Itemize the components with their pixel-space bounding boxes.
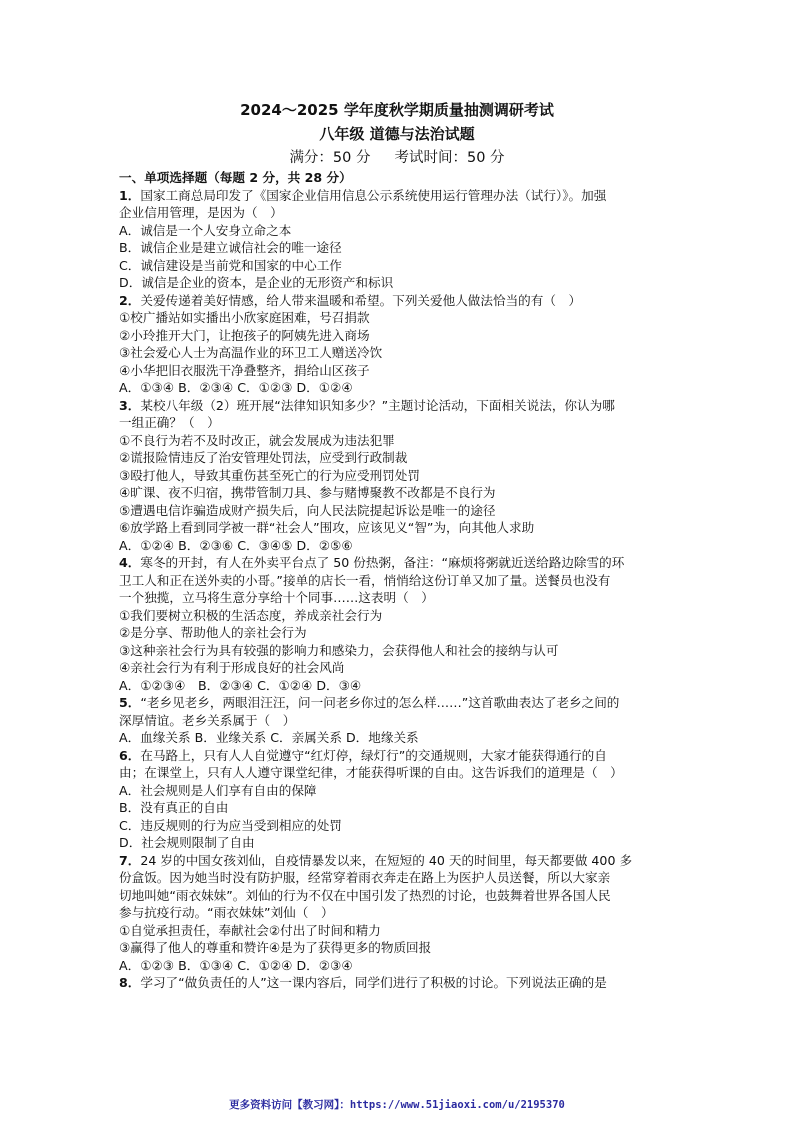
line-text: D．社会规则限制了自由 — [119, 835, 255, 850]
line-text: ③殴打他人，导致其重伤甚至死亡的行为应受刑罚处罚 — [119, 467, 420, 483]
text-line — [119, 432, 681, 450]
line-text: ③赢得了他人的尊重和赞许④是为了获得更多的物质回报 — [119, 940, 432, 955]
line-text: ④旷课、夜不归宿，携带管制刀具、参与赌博聚教不改都是不良行为 — [119, 485, 496, 500]
line-text: 由；在课堂上，只有人人遵守课堂纪律，才能获得听课的自由。这告诉我们的道理是（ ） — [119, 765, 623, 780]
text-line — [119, 869, 681, 887]
line-text: 企业信用管理，是因为（ ） — [119, 205, 283, 220]
text-line — [119, 362, 681, 380]
line-text: 国家工商总局印发了《国家企业信用信息公示系统使用运行管理办法（试行）》。加强 — [140, 187, 607, 203]
line-text: 参与抗疫行动。“雨衣妹妹”刘仙（ ） — [119, 905, 334, 920]
question-body — [119, 169, 681, 992]
text-line — [119, 974, 681, 992]
line-text: B．没有真正的自由 — [119, 800, 229, 815]
text-line — [119, 537, 681, 555]
line-text: ②小玲推开大门，让抱孩子的阿姨先进入商场 — [119, 327, 370, 343]
text-line — [119, 572, 681, 590]
text-line — [119, 729, 681, 747]
text-line — [119, 957, 681, 975]
line-text: 份盒饭。因为她当时没有防护服，经常穿着雨衣奔走在路上为医护人员送餐，所以大家亲 — [119, 870, 611, 885]
text-line — [119, 257, 681, 275]
text-line — [119, 327, 681, 345]
text-line — [119, 344, 681, 362]
text-line — [119, 834, 681, 852]
text-line — [119, 607, 681, 625]
line-text: A．①③④ B．②③④ C．①②③ D．①②④ — [119, 380, 353, 395]
line-text: D．诚信是企业的资本，是企业的无形资产和标识 — [119, 275, 394, 290]
text-line — [119, 484, 681, 502]
text-line — [119, 764, 681, 782]
line-text: C．违反规则的行为应当受到相应的处罚 — [119, 817, 342, 833]
line-text: ①不良行为若不及时改正，就会发展成为违法犯罪 — [119, 432, 395, 448]
line-text: A．①②④ B．②③⑥ C．③④⑤ D．②⑤⑥ — [119, 537, 353, 553]
line-text: 卫工人和正在送外卖的小哥。”接单的店长一看，悄悄给这份订单又加了量。送餐员也没有 — [119, 572, 611, 588]
text-line — [119, 939, 681, 957]
question-number: 8． — [119, 975, 141, 990]
text-line — [119, 292, 681, 310]
question-number: 4． — [119, 555, 141, 570]
exam-title: 2024～2025 学年度秋学期质量抽测调研考试 — [240, 101, 554, 119]
line-text: A．血缘关系 B．业缘关系 C．亲属关系 D．地缘关系 — [119, 730, 419, 745]
text-line — [119, 274, 681, 292]
exam-time: 考试时间：50 分 — [394, 150, 505, 166]
text-line — [119, 624, 681, 642]
line-text: A．①②③④ B．②③④ C．①②④ D．③④ — [119, 677, 362, 693]
text-line — [119, 414, 681, 432]
text-line — [119, 677, 681, 695]
text-line — [119, 817, 681, 835]
exam-info — [0, 148, 794, 168]
text-line — [119, 904, 681, 922]
line-text: ②是分享、帮助他人的亲社会行为 — [119, 625, 307, 640]
line-text: ①自觉承担责任，奉献社会②付出了时间和精力 — [119, 922, 381, 938]
question-number: 6． — [119, 747, 141, 763]
line-text: 关爱传递着美好情感，给人带来温暖和希望。下列关爱他人做法恰当的有（ ） — [140, 292, 582, 308]
line-text: ④亲社会行为有利于形成良好的社会风尚 — [119, 660, 345, 675]
text-line — [119, 397, 681, 415]
line-text: 24 岁的中国女孩刘仙，自疫情暴发以来，在短短的 40 天的时间里，每天都要做 400 多 — [140, 852, 633, 868]
question-number: 7． — [119, 852, 141, 868]
line-text: ③社会爱心人士为高温作业的环卫工人赠送冷饮 — [119, 345, 383, 360]
line-text: A．社会规则是人们享有自由的保障 — [119, 782, 317, 798]
exam-subtitle: 八年级 道德与法治试题 — [319, 125, 475, 143]
line-text: ②谎报险情违反了治安管理处罚法，应受到行政制裁 — [119, 450, 408, 465]
line-text: ⑥放学路上看到同学被一群“社会人”围攻，应该见义“智”为，向其他人求助 — [119, 520, 535, 535]
question-number: 5． — [119, 695, 141, 710]
text-line — [119, 187, 681, 205]
text-line — [119, 799, 681, 817]
text-line — [119, 642, 681, 660]
line-text: 一组正确？（ ） — [119, 415, 220, 430]
text-line — [119, 502, 681, 520]
line-text: “老乡见老乡，两眼泪汪汪，问一问老乡你过的怎么样……”这首歌曲表达了老乡之间的 — [140, 695, 620, 710]
line-text: B．诚信企业是建立诚信社会的唯一途径 — [119, 240, 342, 255]
text-line — [119, 712, 681, 730]
line-text: 一个独揽，立马将生意分享给十个同事……这表明（ ） — [119, 590, 434, 605]
line-text: ③这种亲社会行为具有较强的影响力和感染力，会获得他人和社会的接纳与认可 — [119, 642, 559, 658]
text-line — [119, 659, 681, 677]
question-number: 2． — [119, 292, 141, 308]
line-text: 寒冬的开封，有人在外卖平台点了 50 份热粥，备注：“麻烦将粥就近送给路边除雪的环 — [140, 555, 625, 570]
text-line — [119, 554, 681, 572]
line-text: 学习了“做负责任的人”这一课内容后，同学们进行了积极的讨论。下列说法正确的是 — [140, 975, 607, 990]
question-number: 3． — [119, 397, 141, 413]
text-line — [119, 309, 681, 327]
line-text: 某校八年级（2）班开展“法律知识知多少？”主题讨论活动，下面相关说法，你认为哪 — [140, 397, 615, 413]
text-line — [119, 747, 681, 765]
text-line — [119, 589, 681, 607]
text-line — [119, 922, 681, 940]
text-line — [119, 852, 681, 870]
text-line — [119, 449, 681, 467]
text-line — [119, 222, 681, 240]
text-line — [119, 204, 681, 222]
text-line — [119, 239, 681, 257]
line-text: 在马路上，只有人人自觉遵守“红灯停，绿灯行”的交通规则，大家才能获得通行的自 — [140, 747, 607, 763]
line-text: C．诚信建设是当前党和国家的中心工作 — [119, 257, 342, 273]
footer-link[interactable]: 更多资料访问【教习网】：https://www.51jiaoxi.com/u/2195370 — [229, 1099, 565, 1111]
question-number: 1． — [119, 187, 141, 203]
text-line — [119, 694, 681, 712]
line-text: 切地叫她“雨衣妹妹”。刘仙的行为不仅在中国引发了热烈的讨论，也鼓舞着世界各国人民 — [119, 887, 611, 903]
line-text: 深厚情谊。老乡关系属于（ ） — [119, 712, 296, 728]
text-line — [119, 782, 681, 800]
full-score: 满分：50 分 — [289, 150, 371, 166]
section-heading: 一、单项选择题（每题 2 分，共 28 分） — [119, 170, 352, 185]
line-text: ①我们要树立积极的生活态度，养成亲社会行为 — [119, 607, 383, 623]
line-text: A．诚信是一个人安身立命之本 — [119, 222, 292, 238]
text-line — [119, 467, 681, 485]
line-text: ①校广播站如实播出小欣家庭困难，号召捐款 — [119, 310, 370, 325]
text-line — [119, 379, 681, 397]
text-line — [119, 519, 681, 537]
line-text: ⑤遭遇电信诈骗造成财产损失后，向人民法院提起诉讼是唯一的途径 — [119, 502, 496, 518]
text-line — [119, 887, 681, 905]
line-text: ④小华把旧衣服洗干净叠整齐，捐给山区孩子 — [119, 362, 370, 378]
line-text: A．①②③ B．①③④ C．①②④ D．②③④ — [119, 957, 353, 973]
